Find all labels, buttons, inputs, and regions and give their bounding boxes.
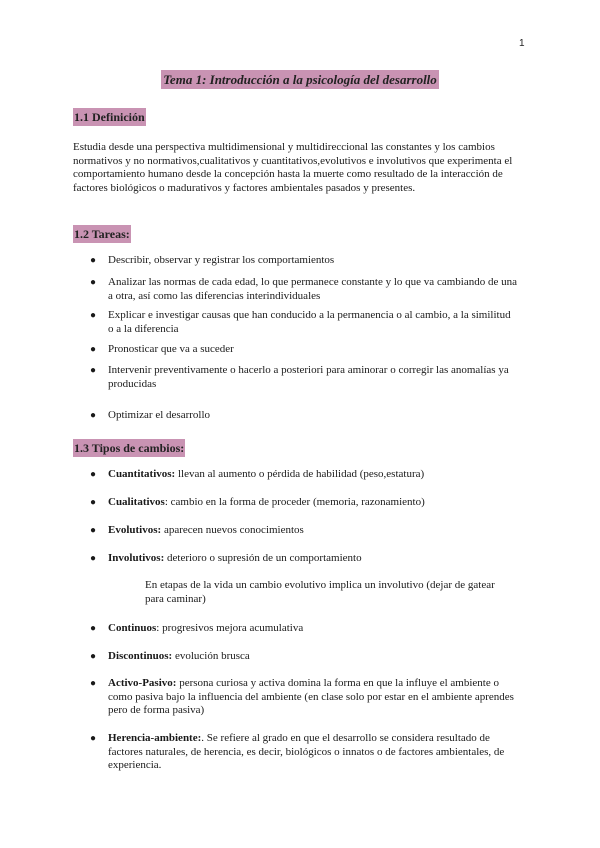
list-item: ● Continuos: progresivos mejora acumulativa: [90, 622, 304, 634]
list-item: ● Cuantitativos: llevan al aumento o pérdida de habilidad (peso,estatura): [90, 468, 425, 480]
list-item: ● Cualitativos: cambio en la forma de proceder (memoria, razonamiento): [90, 496, 425, 508]
list-item: ● Activo-Pasivo: persona curiosa y activa domina la forma en que la influye el ambiente o como pasiva bajo la influencia del ambiente (en clase solo por estar en el ambiente aprendes pero de forma pasiva): [90, 677, 514, 716]
definicion-text: Estudia desde una perspectiva multidimensional y multidireccional las constantes y los cambios normativos y no normativos,cualitativos y cuantitativos,evolutivos e involutivos que experimenta el comportamiento humano desde la concepción hasta la muerte como resultado de la interacción de factores biológicos o madurativos y factores ambientales pasados y presentes.: [73, 141, 513, 194]
list-item: ● Discontinuos: evolución brusca: [90, 650, 250, 662]
heading-tipos: 1.3 Tipos de cambios:: [74, 441, 185, 455]
heading-tareas: 1.2 Tareas:: [74, 227, 130, 241]
list-item: ● Optimizar el desarrollo: [90, 409, 211, 421]
list-item: ● Intervenir preventivamente o hacerlo a posteriori para aminorar o corregir las anomalías ya producidas: [90, 364, 509, 390]
list-item: ● Evolutivos: aparecen nuevos conocimientos: [90, 524, 304, 536]
list-item: ● Pronosticar que va a suceder: [90, 343, 234, 355]
page-number: 1: [519, 38, 525, 49]
heading-definicion: 1.1 Definición: [74, 110, 145, 124]
page-title: Tema 1: Introducción a la psicología del desarrollo: [163, 72, 437, 87]
list-item: ● Describir, observar y registrar los comportamientos: [90, 254, 335, 266]
list-item: ● Herencia-ambiente:. Se refiere al grado en que el desarrollo se considera resultado de factores naturales, de herencia, es decir, biológicos o innatos o de factores ambientales, de experiencia.: [90, 732, 505, 771]
list-item: ● Explicar e investigar causas que han conducido a la permanencia o al cambio, a la similitud o a la diferencia: [90, 309, 511, 335]
note-text: En etapas de la vida un cambio evolutivo implica un involutivo (dejar de gatear para caminar): [145, 579, 495, 605]
list-item: ● Analizar las normas de cada edad, lo que permanece constante y lo que va cambiando de una a otra, así como las diferencias interindividuales: [90, 276, 517, 302]
list-item: ● Involutivos: deterioro o supresión de un comportamiento: [90, 552, 362, 564]
